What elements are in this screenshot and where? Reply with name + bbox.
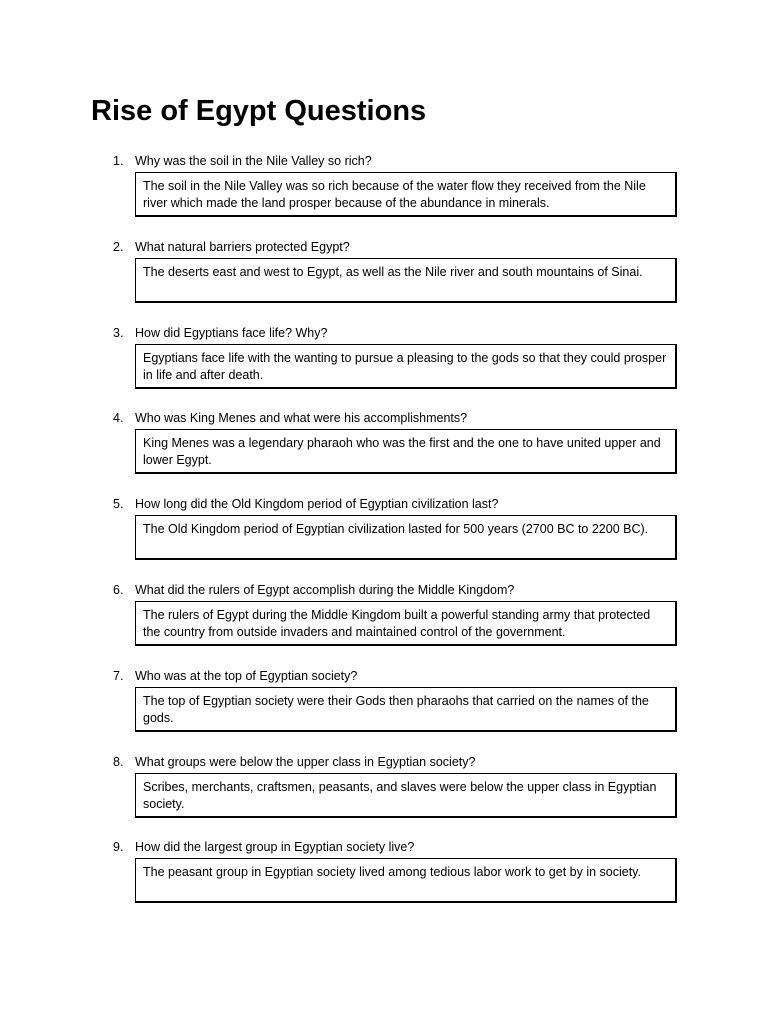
question-text: How did the largest group in Egyptian society live? [135, 840, 415, 854]
question-text: How did Egyptians face life? Why? [135, 326, 328, 340]
answer-box[interactable]: The soil in the Nile Valley was so rich because of the water flow they received from the Nile river which made the land prosper because of the abundance in minerals. [135, 172, 677, 217]
page-title: Rise of Egypt Questions [91, 95, 427, 127]
question-text: What groups were below the upper class in Egyptian society? [135, 755, 476, 769]
answer-box[interactable]: The peasant group in Egyptian society lived among tedious labor work to get by in society. [135, 858, 677, 903]
question-text: Who was at the top of Egyptian society? [135, 669, 358, 683]
answer-box[interactable]: The deserts east and west to Egypt, as well as the Nile river and south mountains of Sinai. [135, 258, 677, 303]
question-number: 6. [113, 583, 124, 597]
question-text: What natural barriers protected Egypt? [135, 240, 350, 254]
question-number: 3. [113, 326, 124, 340]
question-number: 8. [113, 755, 124, 769]
answer-box[interactable]: King Menes was a legendary pharaoh who was the first and the one to have united upper and lower Egypt. [135, 429, 677, 474]
question-number: 2. [113, 240, 124, 254]
answer-box[interactable]: Scribes, merchants, craftsmen, peasants, and slaves were below the upper class in Egyptian society. [135, 773, 677, 818]
answer-box[interactable]: The Old Kingdom period of Egyptian civilization lasted for 500 years (2700 BC to 2200 BC). [135, 515, 677, 560]
question-number: 4. [113, 411, 124, 425]
answer-box[interactable]: The top of Egyptian society were their Gods then pharaohs that carried on the names of the gods. [135, 687, 677, 732]
question-text: Who was King Menes and what were his accomplishments? [135, 411, 468, 425]
question-number: 9. [113, 840, 124, 854]
question-text: What did the rulers of Egypt accomplish during the Middle Kingdom? [135, 583, 515, 597]
question-number: 7. [113, 669, 124, 683]
answer-box[interactable]: Egyptians face life with the wanting to pursue a pleasing to the gods so that they could prosper in life and after death. [135, 344, 677, 389]
question-text: Why was the soil in the Nile Valley so rich? [135, 154, 372, 168]
question-number: 1. [113, 154, 124, 168]
answer-box[interactable]: The rulers of Egypt during the Middle Kingdom built a powerful standing army that protected the country from outside invaders and maintained control of the government. [135, 601, 677, 646]
question-text: How long did the Old Kingdom period of Egyptian civilization last? [135, 497, 499, 511]
question-number: 5. [113, 497, 124, 511]
